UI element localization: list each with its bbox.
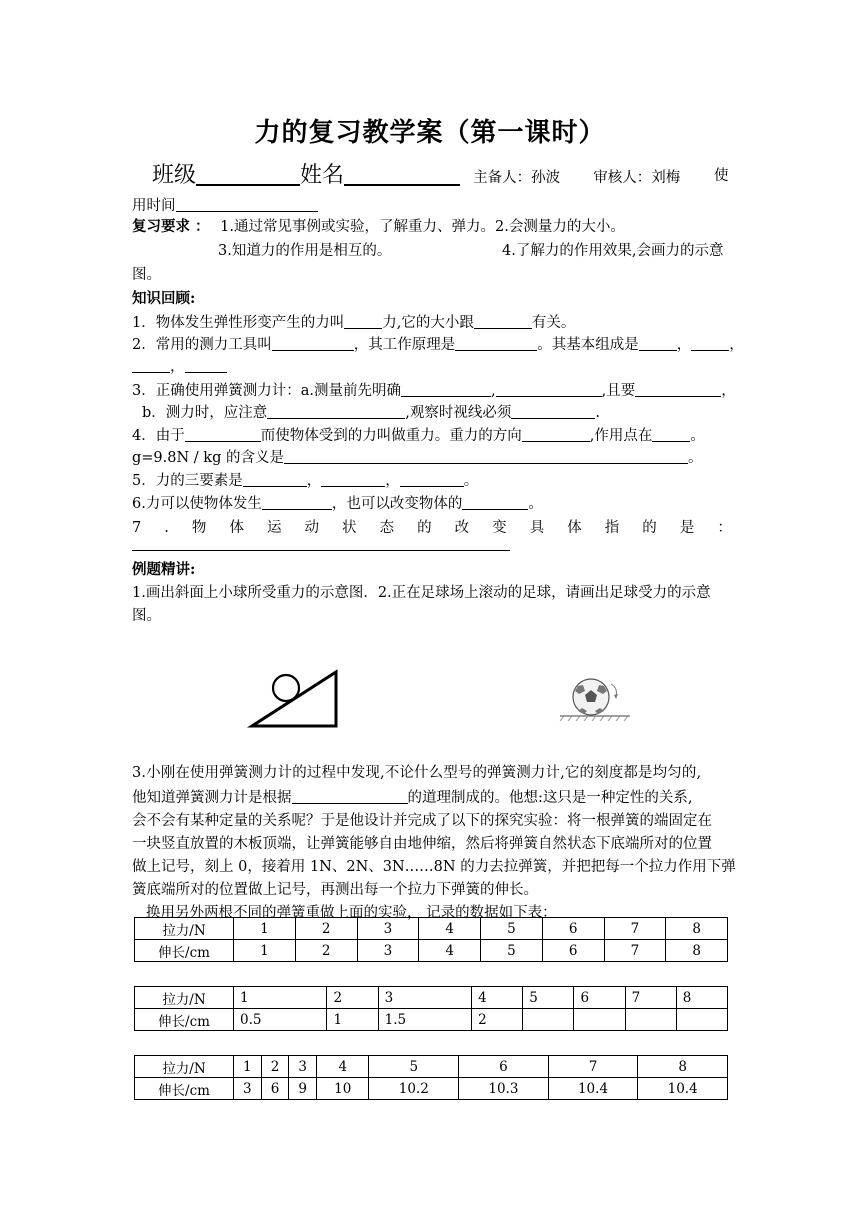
review-q4 (132, 424, 705, 447)
table-cell: 伸长/cm (135, 1078, 234, 1100)
blank[interactable] (462, 492, 528, 510)
table-cell: 10.4 (638, 1078, 728, 1100)
use-time-row (132, 194, 318, 217)
blank[interactable] (185, 424, 261, 442)
table-cell: 8 (666, 940, 728, 962)
blank[interactable] (344, 311, 382, 329)
table-cell (574, 1009, 625, 1031)
table-cell: 2 (327, 987, 378, 1009)
data-table-1 (134, 917, 728, 962)
text-fragment: 。 (690, 428, 705, 444)
table-cell: 伸长/cm (135, 1009, 234, 1031)
requirement-1: 1.通过常见事例或实验，了解重力、弹力。2.会测量力的大小。 (220, 219, 625, 235)
rolling-football-figure (556, 676, 636, 722)
blank[interactable] (292, 786, 408, 804)
problem-3-line-4: 一块竖直放置的木板顶端，让弹簧能够自由地伸缩，然后将弹簧自然状态下底端所对的位置 (132, 836, 712, 852)
review-q5 (132, 469, 478, 492)
use-time-label-b: 用时间 (132, 198, 176, 214)
table-cell: 3 (357, 940, 419, 962)
problem-3-line-6: 簧底端所对的位置做上记号，再测出每一个拉力下弹簧的伸长。 (132, 882, 538, 898)
text-fragment: 6.力可以使物体发生 (132, 496, 262, 512)
table-cell: 4 (472, 987, 523, 1009)
problem-3-line-3: 会不会有某种定量的关系呢？于是他设计并完成了以下的探究实验：将一根弹簧的端固定在 (132, 813, 712, 829)
table-row (135, 918, 728, 940)
review-q1 (132, 311, 575, 334)
table-cell: 9 (289, 1078, 317, 1100)
text-fragment: 变 (492, 520, 507, 536)
table-cell: 2 (295, 940, 357, 962)
table-cell: 拉力/N (135, 987, 234, 1009)
table-cell: 2 (261, 1056, 289, 1078)
name-label: 姓名 (300, 163, 345, 188)
text-fragment: . (595, 405, 600, 421)
table-cell: 0.5 (234, 1009, 327, 1031)
problem-3-line-7: 换用另外两根不同的弹簧重做上面的实验， 记录的数据如下表： (146, 905, 557, 921)
review-q7 (132, 517, 732, 539)
data-table-2 (134, 986, 728, 1031)
table-cell: 1 (327, 1009, 378, 1031)
text-fragment: b．测力时，应注意 (142, 405, 268, 421)
blank[interactable] (401, 379, 491, 397)
table-cell: 6 (459, 1056, 549, 1078)
table-cell: 2 (472, 1009, 523, 1031)
review-q2 (132, 333, 744, 356)
blank[interactable] (474, 311, 532, 329)
text-fragment: 。 (463, 473, 479, 489)
table-row (135, 1078, 728, 1100)
use-time-label-a: 使 (714, 168, 729, 184)
problem-3-line-1: 3.小刚在使用弹簧测力计的过程中发现,不论什么型号的弹簧测力计,它的刻度都是均匀的, (132, 765, 702, 781)
table-row (135, 987, 728, 1009)
text-fragment: 动 (304, 520, 319, 536)
blank[interactable] (635, 379, 721, 397)
review-q3-cont (142, 401, 600, 424)
blank[interactable] (132, 355, 170, 373)
text-fragment: ， (721, 383, 736, 399)
blank[interactable] (272, 333, 354, 351)
text-fragment: 4．由于 (132, 428, 185, 444)
use-time-blank[interactable] (176, 194, 318, 212)
table-cell: 4 (419, 918, 481, 940)
table-cell: 5 (369, 1056, 459, 1078)
incline-ball-figure (246, 664, 344, 730)
table-cell (523, 1009, 574, 1031)
table-cell: 3 (234, 1078, 262, 1100)
review-q4-cont (132, 446, 702, 469)
blank[interactable] (185, 355, 227, 373)
table-cell: 5 (523, 987, 574, 1009)
table-cell: 10.3 (459, 1078, 549, 1100)
example-1: 1.画出斜面上小球所受重力的示意图．2.正在足球场上滚动的足球，请画出足球受力的示意 (132, 585, 711, 601)
reviewer: 审核人：刘梅 (593, 170, 681, 186)
table-cell: 10.4 (548, 1078, 638, 1100)
text-fragment: 改 (454, 520, 470, 536)
text-fragment: ,观察时视线必须 (405, 405, 512, 421)
class-label: 班级 (152, 163, 197, 188)
text-fragment: 物 (191, 520, 207, 536)
table-cell: 1 (234, 918, 296, 940)
blank[interactable] (691, 333, 729, 351)
table-cell: 10 (317, 1078, 369, 1100)
problem-3-line-5: 做上记号，刻上 0，接着用 1N、2N、3N……8N 的力去拉弹簧，并把把每一个拉力作用下弹 (132, 859, 736, 875)
table-cell: 8 (676, 987, 727, 1009)
table-cell: 8 (666, 918, 728, 940)
text-fragment: ,作用点在 (589, 428, 653, 444)
table-cell: 4 (317, 1056, 369, 1078)
problem-3-line-2 (132, 786, 693, 809)
blank[interactable] (400, 469, 464, 487)
table-cell: 3 (289, 1056, 317, 1078)
review-heading: 知识回顾: (132, 290, 196, 307)
examples-heading: 例题精讲: (132, 561, 196, 578)
review-q2-cont (132, 355, 227, 378)
table-cell: 5 (481, 918, 543, 940)
table-cell: 拉力/N (135, 1056, 234, 1078)
table-cell: 5 (481, 940, 543, 962)
blank[interactable] (496, 379, 602, 397)
text-fragment: 。 (687, 450, 703, 466)
text-fragment: 指 (604, 520, 620, 536)
text-fragment: ， (676, 337, 692, 353)
text-fragment: 的 (642, 520, 657, 536)
table-cell: 伸长/cm (135, 940, 234, 962)
text-fragment: , (490, 383, 496, 399)
review-q3 (132, 379, 736, 402)
blank[interactable] (522, 424, 590, 442)
text-fragment: ,且要 (601, 383, 636, 399)
table-cell: 1.5 (378, 1009, 471, 1031)
text-fragment: ， (170, 359, 185, 375)
text-fragment: 2．常用的测力工具叫 (132, 337, 272, 353)
text-fragment: 力,它的大小跟 (382, 315, 474, 331)
text-fragment: 他知道弹簧测力计是根据 (132, 790, 292, 806)
text-fragment: ， (385, 473, 400, 489)
header-row (152, 158, 742, 188)
text-fragment: 7 (132, 520, 142, 536)
blank[interactable] (652, 424, 690, 442)
requirements-label: 复习要求 ： (132, 218, 210, 235)
table-cell: 1 (234, 1056, 262, 1078)
table-cell: 6 (542, 940, 604, 962)
table-cell: 1 (234, 987, 327, 1009)
name-blank[interactable] (344, 162, 460, 186)
requirements-row-1 (132, 216, 625, 238)
blank[interactable] (267, 401, 405, 419)
blank[interactable] (284, 446, 688, 464)
table-cell: 3 (378, 987, 471, 1009)
table-cell: 6 (261, 1078, 289, 1100)
blank[interactable] (262, 492, 332, 510)
text-fragment: ， (729, 337, 744, 353)
table-cell: 1 (234, 940, 296, 962)
requirement-3: 3.知道力的作用是相互的。 (218, 243, 392, 259)
table-cell: 7 (604, 918, 666, 940)
table-row (135, 940, 728, 962)
data-table-3 (134, 1055, 728, 1100)
text-fragment: ： (717, 520, 732, 536)
requirement-4: 4.了解力的作用效果,会画力的示意 (502, 243, 724, 259)
text-fragment: 具 (529, 520, 545, 536)
text-fragment: 状 (342, 520, 357, 536)
blank[interactable] (639, 333, 677, 351)
text-fragment: 态 (379, 520, 395, 536)
text-fragment: ， (306, 473, 322, 489)
table-cell: 4 (419, 940, 481, 962)
text-fragment: 是 (679, 520, 695, 536)
example-1-cont: 图。 (132, 608, 161, 624)
table-cell: 7 (548, 1056, 638, 1078)
text-fragment: . (164, 520, 169, 536)
text-fragment: 。 (528, 496, 543, 512)
review-q6 (132, 492, 543, 515)
table-row (135, 1056, 728, 1078)
table-cell: 3 (357, 918, 419, 940)
text-fragment: 而使物体受到的力叫做重力。重力的方向 (260, 428, 522, 444)
table-cell: 2 (295, 918, 357, 940)
blank[interactable] (511, 401, 595, 419)
table-cell: 10.2 (369, 1078, 459, 1100)
page-title: 力的复习教学案（第一课时） (254, 118, 606, 148)
table-cell: 7 (604, 940, 666, 962)
blank[interactable] (321, 469, 385, 487)
table-cell (676, 1009, 727, 1031)
text-fragment: 体 (229, 520, 244, 536)
text-fragment: g=9.8N / kg 的含义是 (132, 450, 284, 466)
text-fragment: 。其基本组成是 (537, 337, 639, 353)
blank[interactable] (243, 469, 307, 487)
table-cell: 7 (625, 987, 676, 1009)
text-fragment: 的道理制成的。他想:这只是一种定性的关系, (407, 790, 693, 806)
text-fragment: 5．力的三要素是 (132, 473, 243, 489)
text-fragment: 3．正确使用弹簧测力计：a.测量前先明确 (132, 383, 401, 399)
table-row (135, 1009, 728, 1031)
class-blank[interactable] (196, 162, 300, 186)
text-fragment: 运 (266, 520, 282, 536)
blank[interactable] (455, 333, 537, 351)
table-cell (625, 1009, 676, 1031)
preparer: 主备人：孙波 (473, 170, 561, 186)
text-fragment: ，也可以改变物体的 (331, 496, 463, 512)
table-cell: 6 (542, 918, 604, 940)
table-cell: 拉力/N (135, 918, 234, 940)
text-fragment: 1．物体发生弹性形变产生的力叫 (132, 315, 345, 331)
table-cell: 6 (574, 987, 625, 1009)
q7-blank[interactable] (132, 550, 510, 551)
text-fragment: 有关。 (531, 315, 576, 331)
requirement-4-cont: 图。 (132, 267, 161, 283)
text-fragment: 体 (567, 520, 582, 536)
table-cell: 8 (638, 1056, 728, 1078)
text-fragment: ，其工作原理是 (353, 337, 456, 353)
text-fragment: 的 (417, 520, 432, 536)
